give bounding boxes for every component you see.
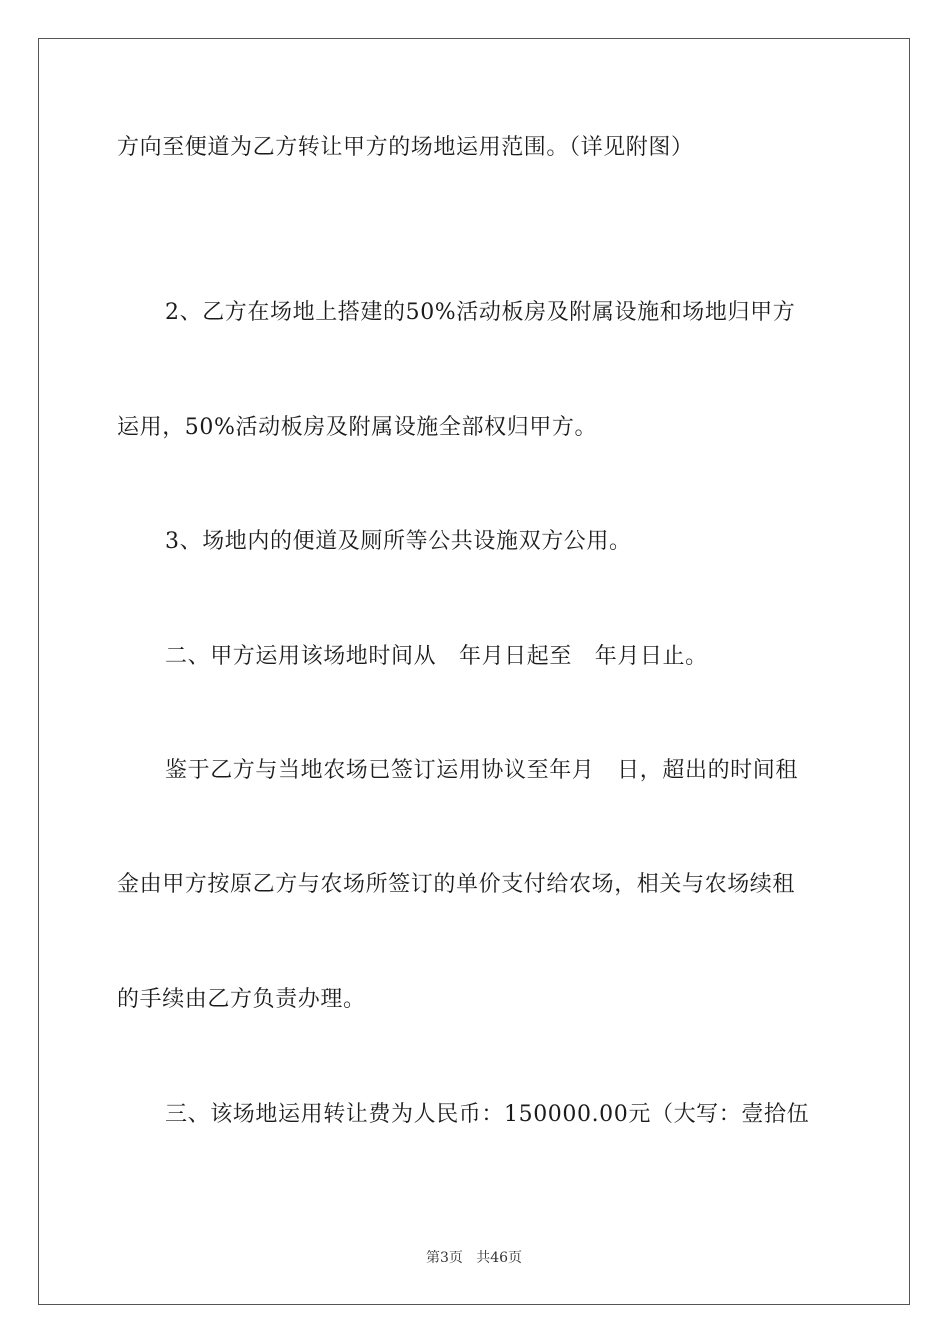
paragraph-line-4: 3、场地内的便道及厕所等公共设施双方公用。 <box>165 529 632 554</box>
paragraph-line-5: 二、甲方运用该场地时间从 年月日起至 年月日止。 <box>165 644 708 669</box>
paragraph-line-9: 三、该场地运用转让费为人民币：150000.00元（大写：壹拾伍 <box>165 1102 810 1127</box>
paragraph-line-1: 方向至便道为乙方转让甲方的场地运用范围。（详见附图） <box>117 135 694 160</box>
paragraph-line-3: 运用，50%活动板房及附属设施全部权归甲方。 <box>117 415 598 440</box>
page-number-footer: 第3页 共46页 <box>425 1250 523 1266</box>
document-page <box>38 38 910 1305</box>
paragraph-line-6: 鉴于乙方与当地农场已签订运用协议至年月 日，超出的时间租 <box>165 758 798 783</box>
paragraph-line-8: 的手续由乙方负责办理。 <box>117 987 366 1012</box>
paragraph-line-2: 2、乙方在场地上搭建的50%活动板房及附属设施和场地归甲方 <box>165 300 796 325</box>
paragraph-line-7: 金由甲方按原乙方与农场所签订的单价支付给农场，相关与农场续租 <box>117 872 796 897</box>
